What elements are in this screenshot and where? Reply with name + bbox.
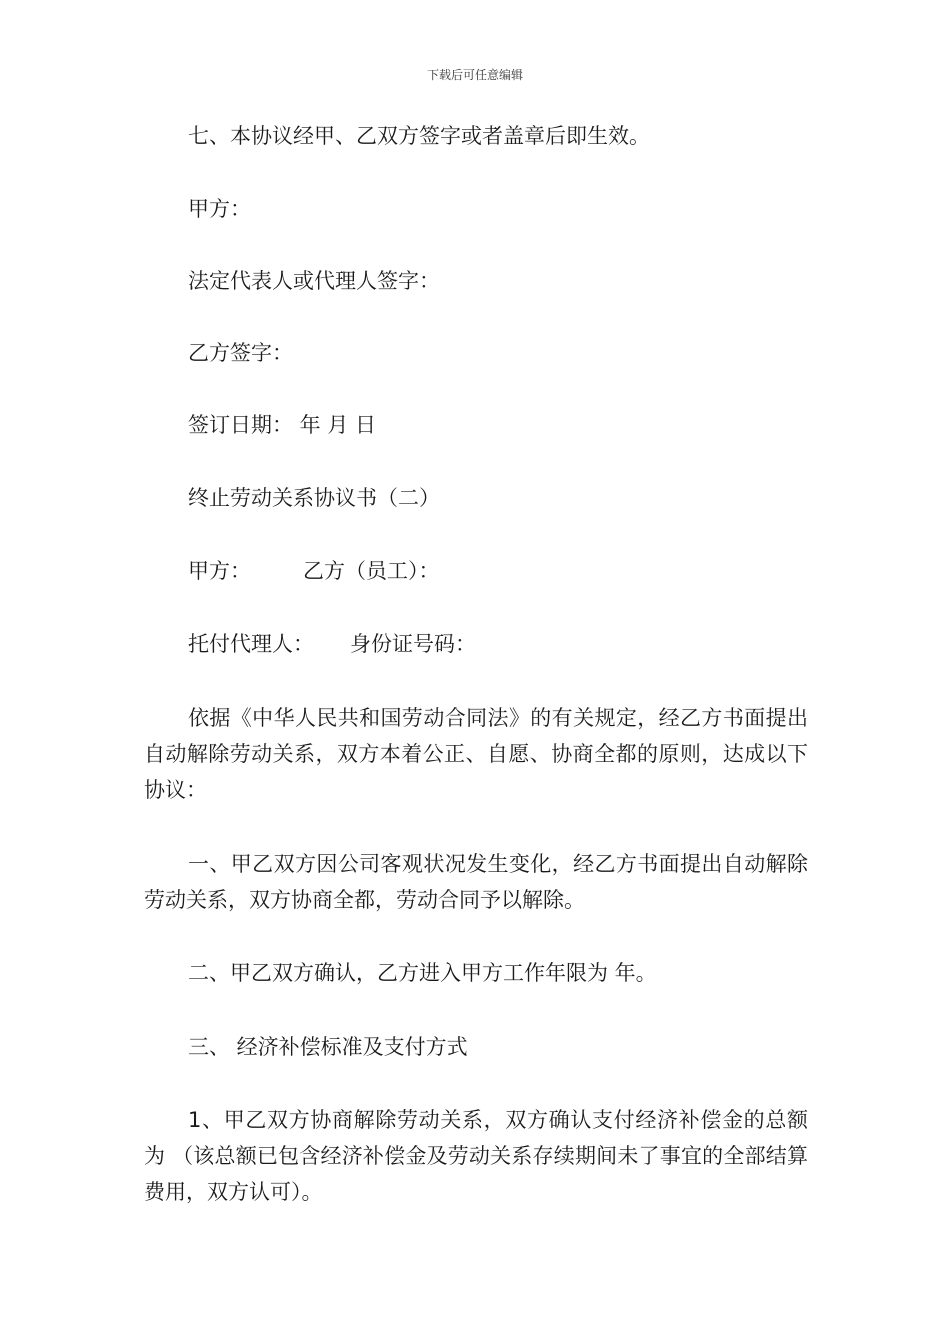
parties-line xyxy=(144,553,808,589)
agent-line xyxy=(144,626,808,662)
article-3-heading: 三、 经济补偿标准及支付方式 xyxy=(188,1035,468,1059)
article-1-paragraph: 一、甲乙双方因公司客观状况发生变化，经乙方书面提出自动解除劳动关系，双方协商全都，劳动合同予以解除。 xyxy=(144,852,808,912)
article-2: 二、甲乙双方确认，乙方进入甲方工作年限为 年。 xyxy=(188,961,657,985)
clause-7: 七、本协议经甲、乙双方签字或者盖章后即生效。 xyxy=(188,124,650,148)
party-b-field: 乙方（员工）： xyxy=(303,559,440,583)
agent-field: 托付代理人： xyxy=(188,632,314,656)
id-number-field: 身份证号码： xyxy=(350,632,476,656)
page-header: 下载后可任意编辑 xyxy=(426,68,523,82)
party-b-signature: 乙方签字： xyxy=(188,341,293,365)
preamble-paragraph: 依据《中华人民共和国劳动合同法》的有关规定，经乙方书面提出自动解除劳动关系，双方本着公正、自愿、协商全都的原则，达成以下协议： xyxy=(144,706,808,802)
party-a-label: 甲方： xyxy=(188,197,251,221)
signing-date: 签订日期： 年 月 日 xyxy=(188,413,377,437)
article-3-item-1: 1、甲乙双方协商解除劳动关系，双方确认支付经济补偿金的总额为 （该总额已包含经济补偿金及劳动关系存续期间未了事宜的全部结算费用，双方认可）。 xyxy=(144,1108,808,1204)
agreement-title: 终止劳动关系协议书（二） xyxy=(188,486,440,510)
legal-rep-signature: 法定代表人或代理人签字： xyxy=(188,269,440,293)
party-a-field: 甲方： xyxy=(188,559,251,583)
